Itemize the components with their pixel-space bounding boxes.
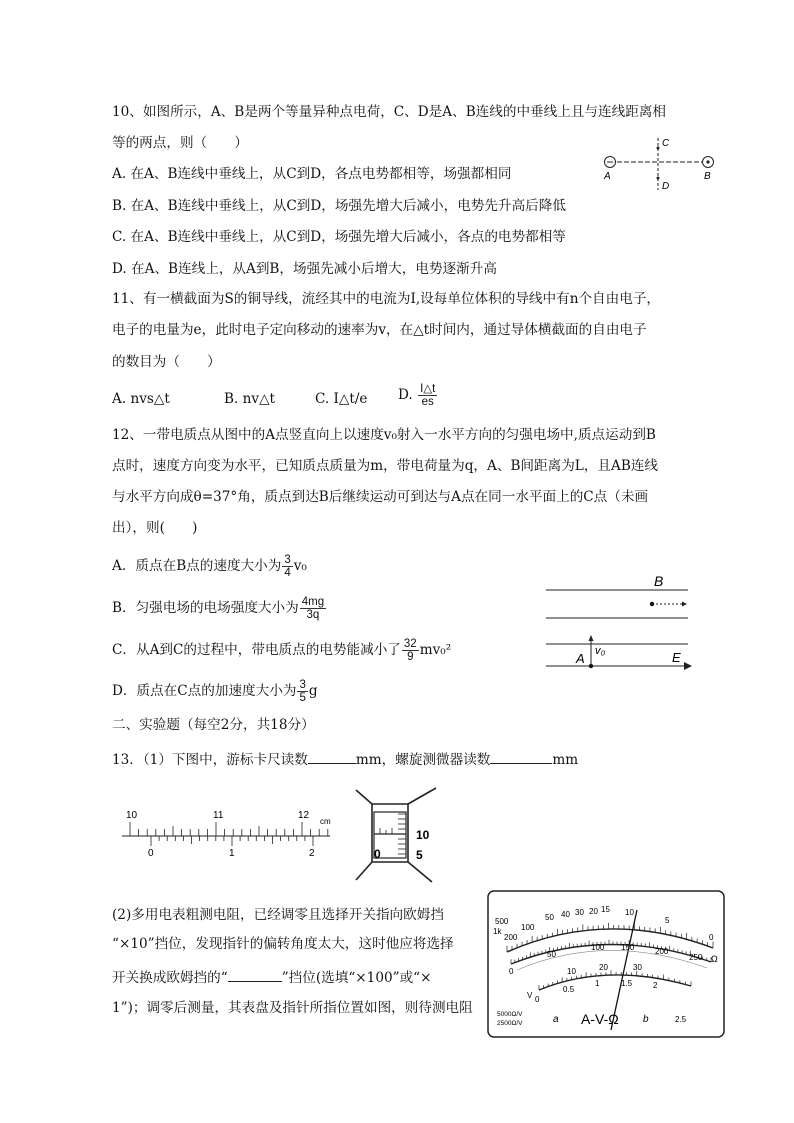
multimeter-dial-figure <box>487 890 725 1038</box>
scale-label: 1k <box>493 927 502 936</box>
q13-prompt-2: mm，螺旋测微器读数 <box>355 752 491 768</box>
point-c <box>657 147 660 150</box>
label-e: E <box>672 650 681 665</box>
plus-sign <box>706 160 709 163</box>
q11-line1: 11、有一横截面为S的铜导线，流经其中的电流为I,设每单位体积的导线中有n个自由电子， <box>112 291 661 307</box>
scale-label: 2.5 <box>675 1015 687 1024</box>
scale-label: 30 <box>575 908 584 917</box>
fraction-denominator: 3q <box>306 609 320 621</box>
q13-line1 <box>112 749 578 770</box>
q10-option-b: B. 在A、B连线中垂线上，从C到D，场强先增大后减小，电势先升高后降低 <box>112 198 566 214</box>
scale-label: 150 <box>621 943 635 952</box>
answer-blank[interactable] <box>490 749 552 764</box>
q12-option-b <box>112 596 327 621</box>
scale-label: 100 <box>521 923 535 932</box>
vernier-scale-ticks <box>151 836 313 846</box>
main-scale-ticks <box>130 822 328 836</box>
meter-center-label: A-V-Ω <box>581 1011 619 1027</box>
label-b: B <box>654 574 664 589</box>
q12-option-d <box>112 679 318 704</box>
tick-label: 2 <box>309 848 315 859</box>
q12-option-c <box>112 638 451 663</box>
scale-label: 500 <box>495 917 509 926</box>
q13-part2-line1: (2)多用电表粗测电阻，已经调零且选择开关指向欧姆挡 <box>112 907 444 923</box>
scale-label: 0.5 <box>563 985 575 994</box>
fraction-denominator: 4 <box>284 567 291 579</box>
label-b: B <box>704 171 711 182</box>
fraction-numerator: I△t <box>420 383 436 395</box>
section-title: 二、实验题（每空2分，共18分） <box>112 717 315 733</box>
q13-part2-text: 开关换成欧姆挡的“ <box>112 970 228 986</box>
scale-label: 1 <box>595 979 600 988</box>
option-text: D．质点在C点的加速度大小为 <box>112 683 297 699</box>
scale-label: 20 <box>589 907 598 916</box>
scale-label: 10 <box>625 908 634 917</box>
q10-option-d: D. 在A、B连线上，从A到B，场强先减小后增大，电势逐渐升高 <box>112 261 497 277</box>
q11-line2: 电子的电量为e，此时电子定向移动的速率为v，在△t时间内，通过导体横截面的自由电子 <box>112 322 647 338</box>
option-fraction <box>282 554 292 579</box>
q11-option-d-fraction <box>418 383 437 408</box>
option-suffix: v₀ <box>293 558 307 574</box>
tick-label: 11 <box>213 810 224 821</box>
scale-label: 2 <box>653 981 658 990</box>
spec-label: 2500Ω/V <box>497 1020 523 1027</box>
scale-label: 40 <box>561 910 570 919</box>
scale-number: 0 <box>374 847 381 861</box>
label-c: C <box>662 138 670 149</box>
q12-line4: 出），则( ) <box>112 520 198 536</box>
scale-label: 200 <box>655 947 669 956</box>
option-fraction <box>402 638 419 663</box>
label-b: b <box>643 1014 649 1025</box>
q12-line2: 点时，速度方向变为水平，已知质点质量为m，带电荷量为q，A、B间距离为L，且AB连线 <box>112 458 659 474</box>
fraction-denominator: 9 <box>407 651 414 663</box>
arrow-icon <box>589 635 594 641</box>
scale-label: 250 <box>689 953 703 962</box>
scale-number: 5 <box>416 848 423 862</box>
scale-label: 0 <box>709 933 714 942</box>
tick-label: 10 <box>126 810 138 821</box>
scale-label: 10 <box>567 967 576 976</box>
q13-prompt: 13．（1）下图中，游标卡尺读数 <box>112 752 308 768</box>
point-d <box>657 177 660 180</box>
vernier-caliper-figure <box>118 806 340 864</box>
q12-option-a <box>112 554 307 579</box>
label-a: A <box>576 651 585 666</box>
answer-blank[interactable] <box>228 967 282 982</box>
arrow-icon <box>682 602 687 607</box>
label-a: a <box>553 1014 559 1025</box>
fraction-numerator: 3 <box>284 554 291 566</box>
scale-label: 15 <box>601 905 610 914</box>
scale-label: 50 <box>547 950 556 959</box>
scale-number: 10 <box>416 828 430 842</box>
scale-label: 1.5 <box>621 979 633 988</box>
q12-field-figure <box>546 574 696 674</box>
ohm-unit: Ω <box>711 954 718 964</box>
answer-blank[interactable] <box>308 749 356 764</box>
scale-label: 50 <box>545 913 554 922</box>
label-d: D <box>662 181 670 192</box>
option-text: A．质点在B点的速度大小为 <box>112 558 282 574</box>
unit-label: cm <box>320 817 331 826</box>
fraction-numerator: 32 <box>403 638 417 650</box>
scale-label: 200 <box>504 933 518 942</box>
fraction-numerator: 3 <box>299 679 306 691</box>
option-fraction <box>300 596 326 621</box>
scale-label: 5 <box>665 916 670 925</box>
q13-unit: mm <box>552 752 579 768</box>
arrow-icon <box>684 662 692 670</box>
micrometer-figure <box>346 784 442 888</box>
scale-label: 0 <box>509 967 514 976</box>
label-a: A <box>604 171 611 182</box>
q10-line1: 10、如图所示，A、B是两个等量异种点电荷，C、D是A、B连线的中垂线上且与连线距离相 <box>112 104 666 120</box>
q10-option-c: C. 在A、B连线中垂线上，从C到D，场强先增大后减小，各点的电势都相等 <box>112 229 566 245</box>
q10-figure <box>596 132 726 192</box>
scale-label: 100 <box>591 943 605 952</box>
ac-label: V <box>527 991 533 1000</box>
option-suffix: g <box>308 683 318 699</box>
q11-option-b: B. nv△t <box>224 391 275 407</box>
option-suffix: mv₀² <box>419 642 452 658</box>
scale-label: 20 <box>599 963 608 972</box>
q11-option-d <box>398 383 438 408</box>
label-v0: v₀ <box>595 645 606 657</box>
fraction-denominator: es <box>421 396 434 408</box>
q12-line3: 与水平方向成θ=37°角，质点到达B后继续运动可到达与A点在同一水平面上的C点（未画 <box>112 489 649 505</box>
fraction-numerator: 4mg <box>301 596 325 608</box>
spec-label: 5000Ω/V <box>497 1011 523 1018</box>
tick-label: 1 <box>229 848 235 859</box>
option-fraction <box>297 679 307 704</box>
scale-label: 30 <box>633 963 642 972</box>
tick-label: 12 <box>298 810 310 821</box>
option-text: B．匀强电场的电场强度大小为 <box>112 600 299 616</box>
q12-line1: 12、一带电质点从图中的A点竖直向上以速度v₀射入一水平方向的匀强电场中,质点运动到B <box>112 427 656 443</box>
q13-part2-text-2: ”挡位(选填“×100”或“× <box>281 970 432 986</box>
q13-part2-line2: “×10”挡位，发现指针的偏转角度太大，这时他应将选择 <box>112 936 454 952</box>
tick-label: 0 <box>148 848 154 859</box>
q11-option-d-label: D. <box>398 387 413 403</box>
option-text: C．从A到C的过程中，带电质点的电势能减小了 <box>112 642 401 658</box>
q10-line2: 等的两点，则（ ） <box>112 135 248 151</box>
q13-part2-line4: 1”)；调零后测量，其表盘及指针所指位置如图，则待测电阻 <box>112 1000 473 1016</box>
q11-line3: 的数目为（ ） <box>112 354 221 370</box>
q13-part2-line3 <box>112 967 432 988</box>
fraction-denominator: 5 <box>299 692 306 704</box>
q11-option-a: A. nvs△t <box>112 391 170 407</box>
q10-option-a: A. 在A、B连线中垂线上，从C到D，各点电势都相等，场强都相同 <box>112 166 512 182</box>
scale-label: 0 <box>535 995 540 1004</box>
q11-option-c: C. I△t/e <box>315 391 368 407</box>
